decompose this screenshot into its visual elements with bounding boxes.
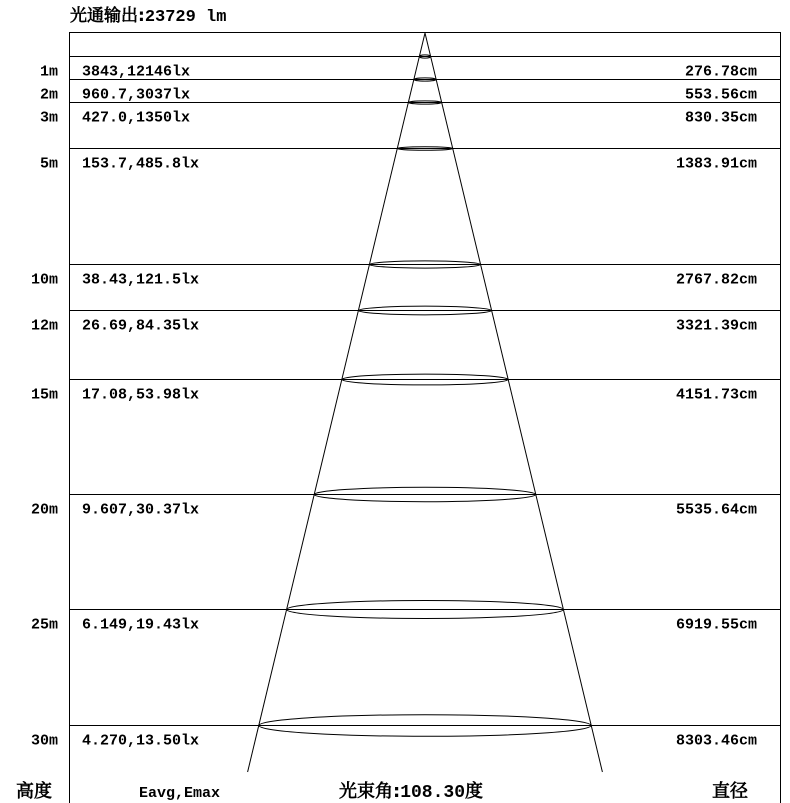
beam-edge-right [425, 33, 602, 772]
height-label: 3m [39, 109, 58, 127]
height-label: 20m [30, 501, 58, 519]
height-label: 5m [39, 155, 58, 173]
diameter-value: 6919.55cm [675, 616, 757, 634]
luminous-flux-value: 23729 lm [144, 8, 227, 27]
diameter-value: 2767.82cm [675, 271, 757, 289]
illuminance-column-label: Eavg,Emax [139, 785, 221, 802]
illuminance-value: 17.08,53.98lx [82, 386, 200, 404]
diameter-value: 3321.39cm [675, 317, 757, 335]
illuminance-value: 3843,12146lx [82, 63, 191, 81]
diameter-value: 8303.46cm [675, 732, 757, 750]
illuminance-value: 38.43,121.5lx [82, 271, 200, 289]
title-label: 光通输出: [70, 6, 145, 26]
diameter-value: 830.35cm [684, 109, 757, 127]
diameter-value: 1383.91cm [675, 155, 757, 173]
diameter-value: 5535.64cm [675, 501, 757, 519]
illuminance-value: 427.0,1350lx [82, 109, 191, 127]
height-label: 25m [30, 616, 58, 634]
height-label: 10m [30, 271, 58, 289]
title [70, 5, 226, 27]
beam-angle-prefix: 光束角: [339, 781, 401, 802]
illuminance-value: 4.270,13.50lx [82, 732, 200, 750]
illuminance-value: 6.149,19.43lx [82, 616, 200, 634]
height-label: 15m [30, 386, 58, 404]
height-label: 30m [30, 732, 58, 750]
distance-rows [31, 57, 781, 750]
beam-edge-left [248, 33, 425, 772]
diameter-value: 276.78cm [684, 63, 757, 81]
diameter-value: 553.56cm [684, 86, 757, 104]
height-label: 1m [39, 63, 58, 81]
illuminance-value: 9.607,30.37lx [82, 501, 200, 519]
beam-angle-label [339, 780, 483, 803]
height-label: 12m [30, 317, 58, 335]
diameter-column-label: 直径 [712, 781, 748, 802]
height-column-label: 高度 [16, 781, 52, 802]
illuminance-value: 153.7,485.8lx [82, 155, 200, 173]
illuminance-value: 960.7,3037lx [82, 86, 191, 104]
beam-cone [248, 33, 603, 772]
beam-angle-value: 108.30度 [400, 783, 484, 803]
beam-cross-sections [259, 55, 591, 736]
illuminance-value: 26.69,84.35lx [82, 317, 200, 335]
diameter-value: 4151.73cm [675, 386, 757, 404]
height-label: 2m [39, 86, 58, 104]
